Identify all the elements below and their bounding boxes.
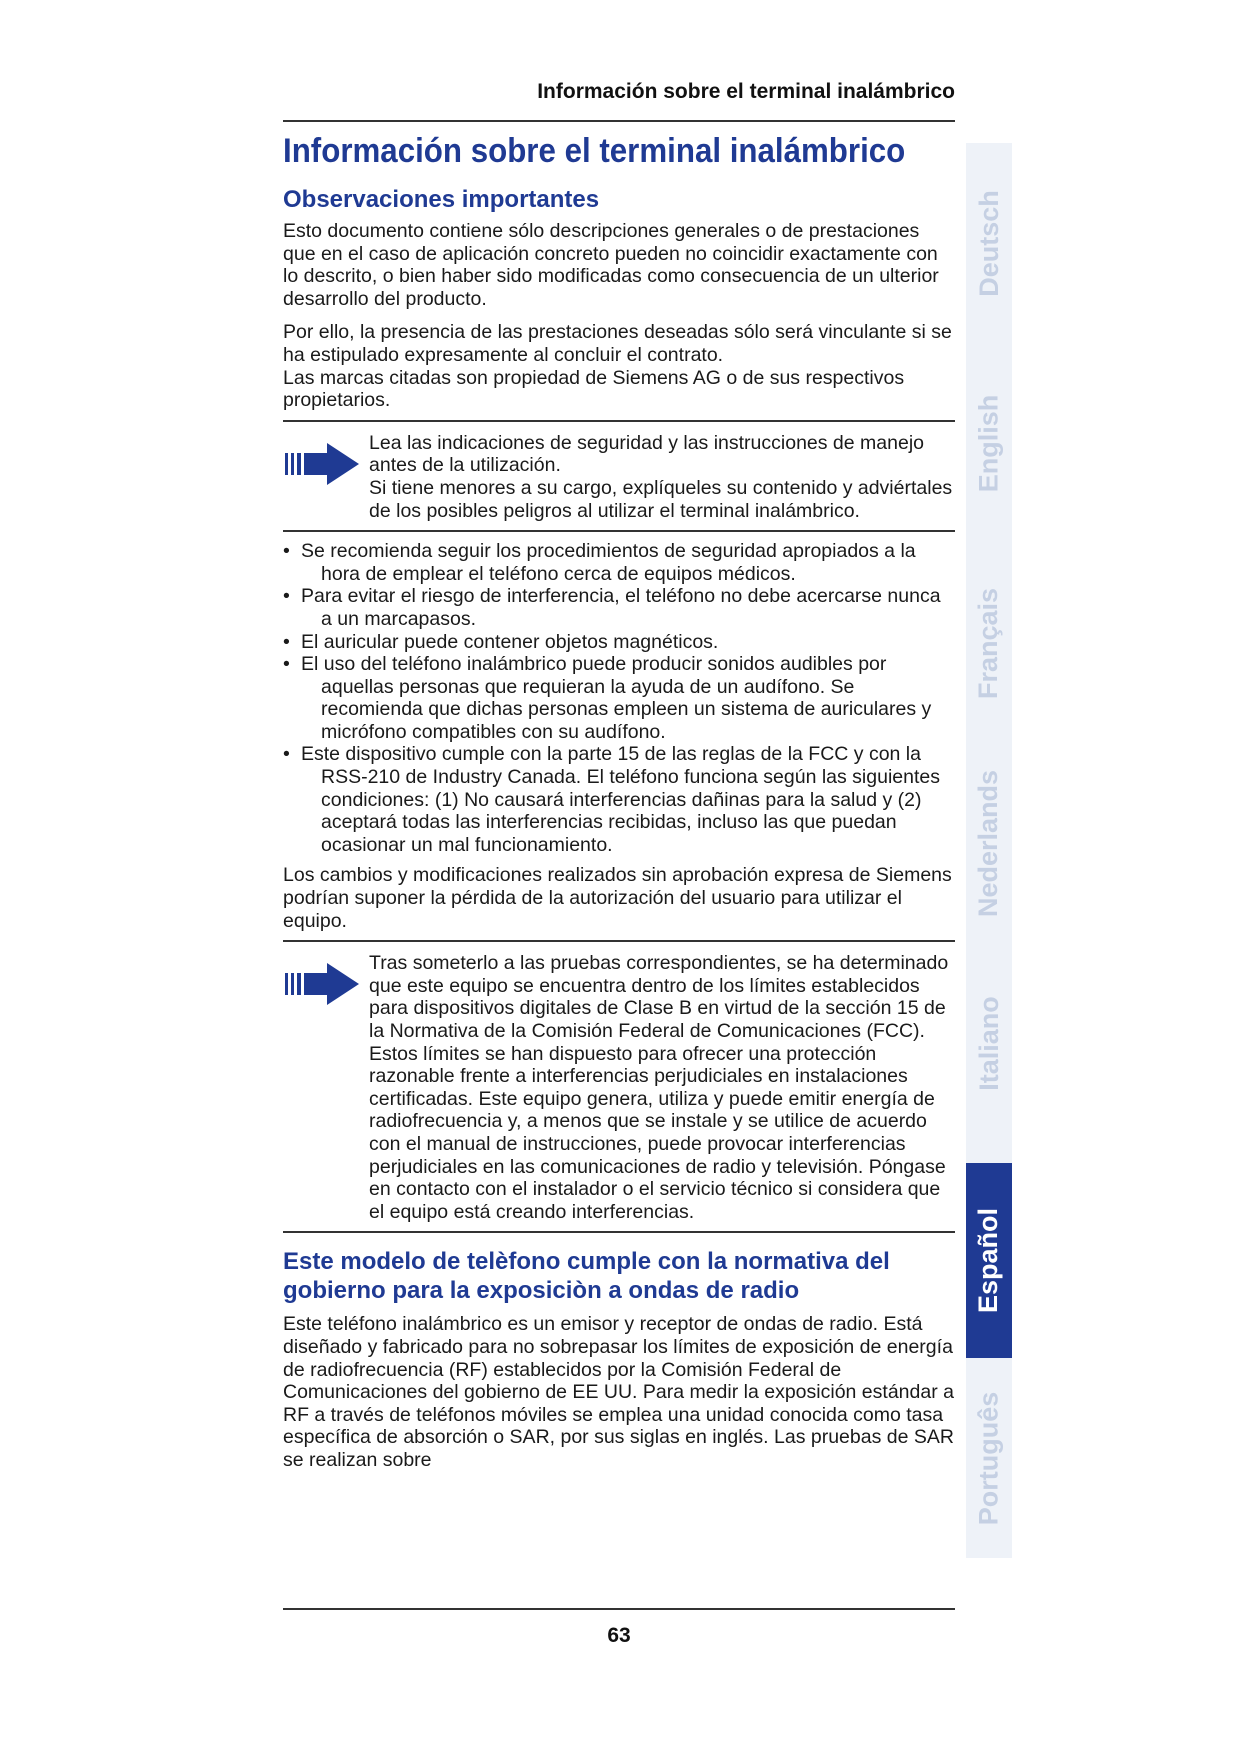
page-title: Información sobre el terminal inalámbrico xyxy=(283,132,906,170)
note-text: Tras someterlo a las pruebas correspondientes, se ha determinado que este equipo se encuentra dentro de los límites establecidos para dispositivos digitales de Clase B en virtud de la sección 15 de la Normativa de la Comisión Federal de Comunicaciones (FCC). Estos límites se han dispuesto para ofrecer una protección razonable frente a interferencias perjudiciales en instalaciones certificadas. Este equipo genera, utiliza y puede emitir energía de radiofrecuencia y, a menos que se instale y se utilice de acuerdo con el manual de instrucciones, puede provocar interferencias perjudiciales en las comunicaciones de radio y televisión. Póngase en contacto con el instalador o el servicio técnico si considera que el equipo está creando interferencias. xyxy=(369,952,949,1223)
paragraph: Este teléfono inalámbrico es un emisor y receptor de ondas de radio. Está diseñado y fabricado para no sobrepasar los límites de exposición de energía de radiofrecuencia (RF) establecidos por la Comisión Federal de Comunicaciones del gobierno de EE UU. Para medir la exposición estándar a RF a través de teléfonos móviles se emplea una unidad conocida como tasa específica de absorción o SAR, por sus siglas en inglés. Las pruebas de SAR se realizan sobre xyxy=(283,1313,954,1471)
note-rule-bottom xyxy=(283,530,955,532)
list-item: • Se recomienda seguir los procedimientos de seguridad apropiados a la hora de emplear el teléfono cerca de equipos médicos. xyxy=(283,540,916,585)
list-item: • El uso del teléfono inalámbrico puede producir sonidos audibles por aquellas personas que requieran la ayuda de un audífono. Se recomienda que dichas personas empleen un sistema de auriculares y micrófono compatibles con su audífono. xyxy=(283,653,932,743)
tab-espanol[interactable]: Español xyxy=(966,1163,1012,1358)
note-line: Lea las indicaciones de seguridad y las instrucciones de manejo antes de la utilización. xyxy=(369,431,924,477)
safety-note xyxy=(283,422,955,530)
page-number: 63 xyxy=(607,1624,631,1647)
note-rule-bottom xyxy=(283,1231,955,1233)
tab-portugues[interactable]: Português xyxy=(973,1391,1004,1525)
language-tabs xyxy=(966,143,1012,1558)
list-item: • Para evitar el riesgo de interferencia, el teléfono no debe acercarse nunca a un marcapasos. xyxy=(283,585,941,630)
paragraph: Por ello, la presencia de las prestaciones deseadas sólo será vinculante si se ha estipulado expresamente al concluir el contrato. xyxy=(283,321,952,366)
list-item: • El auricular puede contener objetos magnéticos. xyxy=(283,630,719,653)
note-line: Si tiene menores a su cargo, explíqueles su contenido y adviértales de los posibles peligros al utilizar el terminal inalámbrico. xyxy=(369,476,953,522)
arrow-right-icon xyxy=(283,952,369,1223)
paragraph: Los cambios y modificaciones realizados sin aprobación expresa de Siemens podrían suponer la pérdida de la autorización del usuario para utilizar el equipo. xyxy=(283,864,952,932)
running-header: Información sobre el terminal inalámbrico xyxy=(537,80,955,103)
tab-english[interactable]: English xyxy=(973,394,1004,492)
main-content xyxy=(283,132,955,1472)
footer-rule xyxy=(283,1608,955,1610)
section-heading-observaciones: Observaciones importantes xyxy=(283,186,600,213)
paragraph: Esto documento contiene sólo descripciones generales o de prestaciones que en el caso de aplicación concreto pueden no coincidir exactamente con lo descrito, o bien haber sido modificadas como consecuencia de un ulterior desarrollo del producto. xyxy=(283,220,939,310)
tab-deutsch[interactable]: Deutsch xyxy=(973,189,1004,297)
tab-nederlands[interactable]: Nederlands xyxy=(973,769,1004,917)
paragraph: Las marcas citadas son propiedad de Siemens AG o de sus respectivos propietarios. xyxy=(283,366,905,412)
tab-francais[interactable]: Français xyxy=(973,587,1004,699)
safety-bullets xyxy=(283,540,955,856)
tab-italiano[interactable]: Italiano xyxy=(973,995,1004,1091)
list-item: • Este dispositivo cumple con la parte 15 de las reglas de la FCC y con la RSS-210 de Industry Canada. El teléfono funciona según las siguientes condiciones: (1) No causará interferencias dañinas para la salud y (2) aceptará todas las interferencias recibidas, incluso las que puedan ocasionar un mal funcionamiento. xyxy=(283,743,940,856)
fcc-note xyxy=(283,942,955,1231)
arrow-right-icon xyxy=(283,432,369,522)
section-heading-exposicion: Este modelo de telèfono cumple con la normativa del gobierno para la exposiciòn a ondas de radio xyxy=(283,1248,890,1305)
header-rule xyxy=(283,120,955,122)
